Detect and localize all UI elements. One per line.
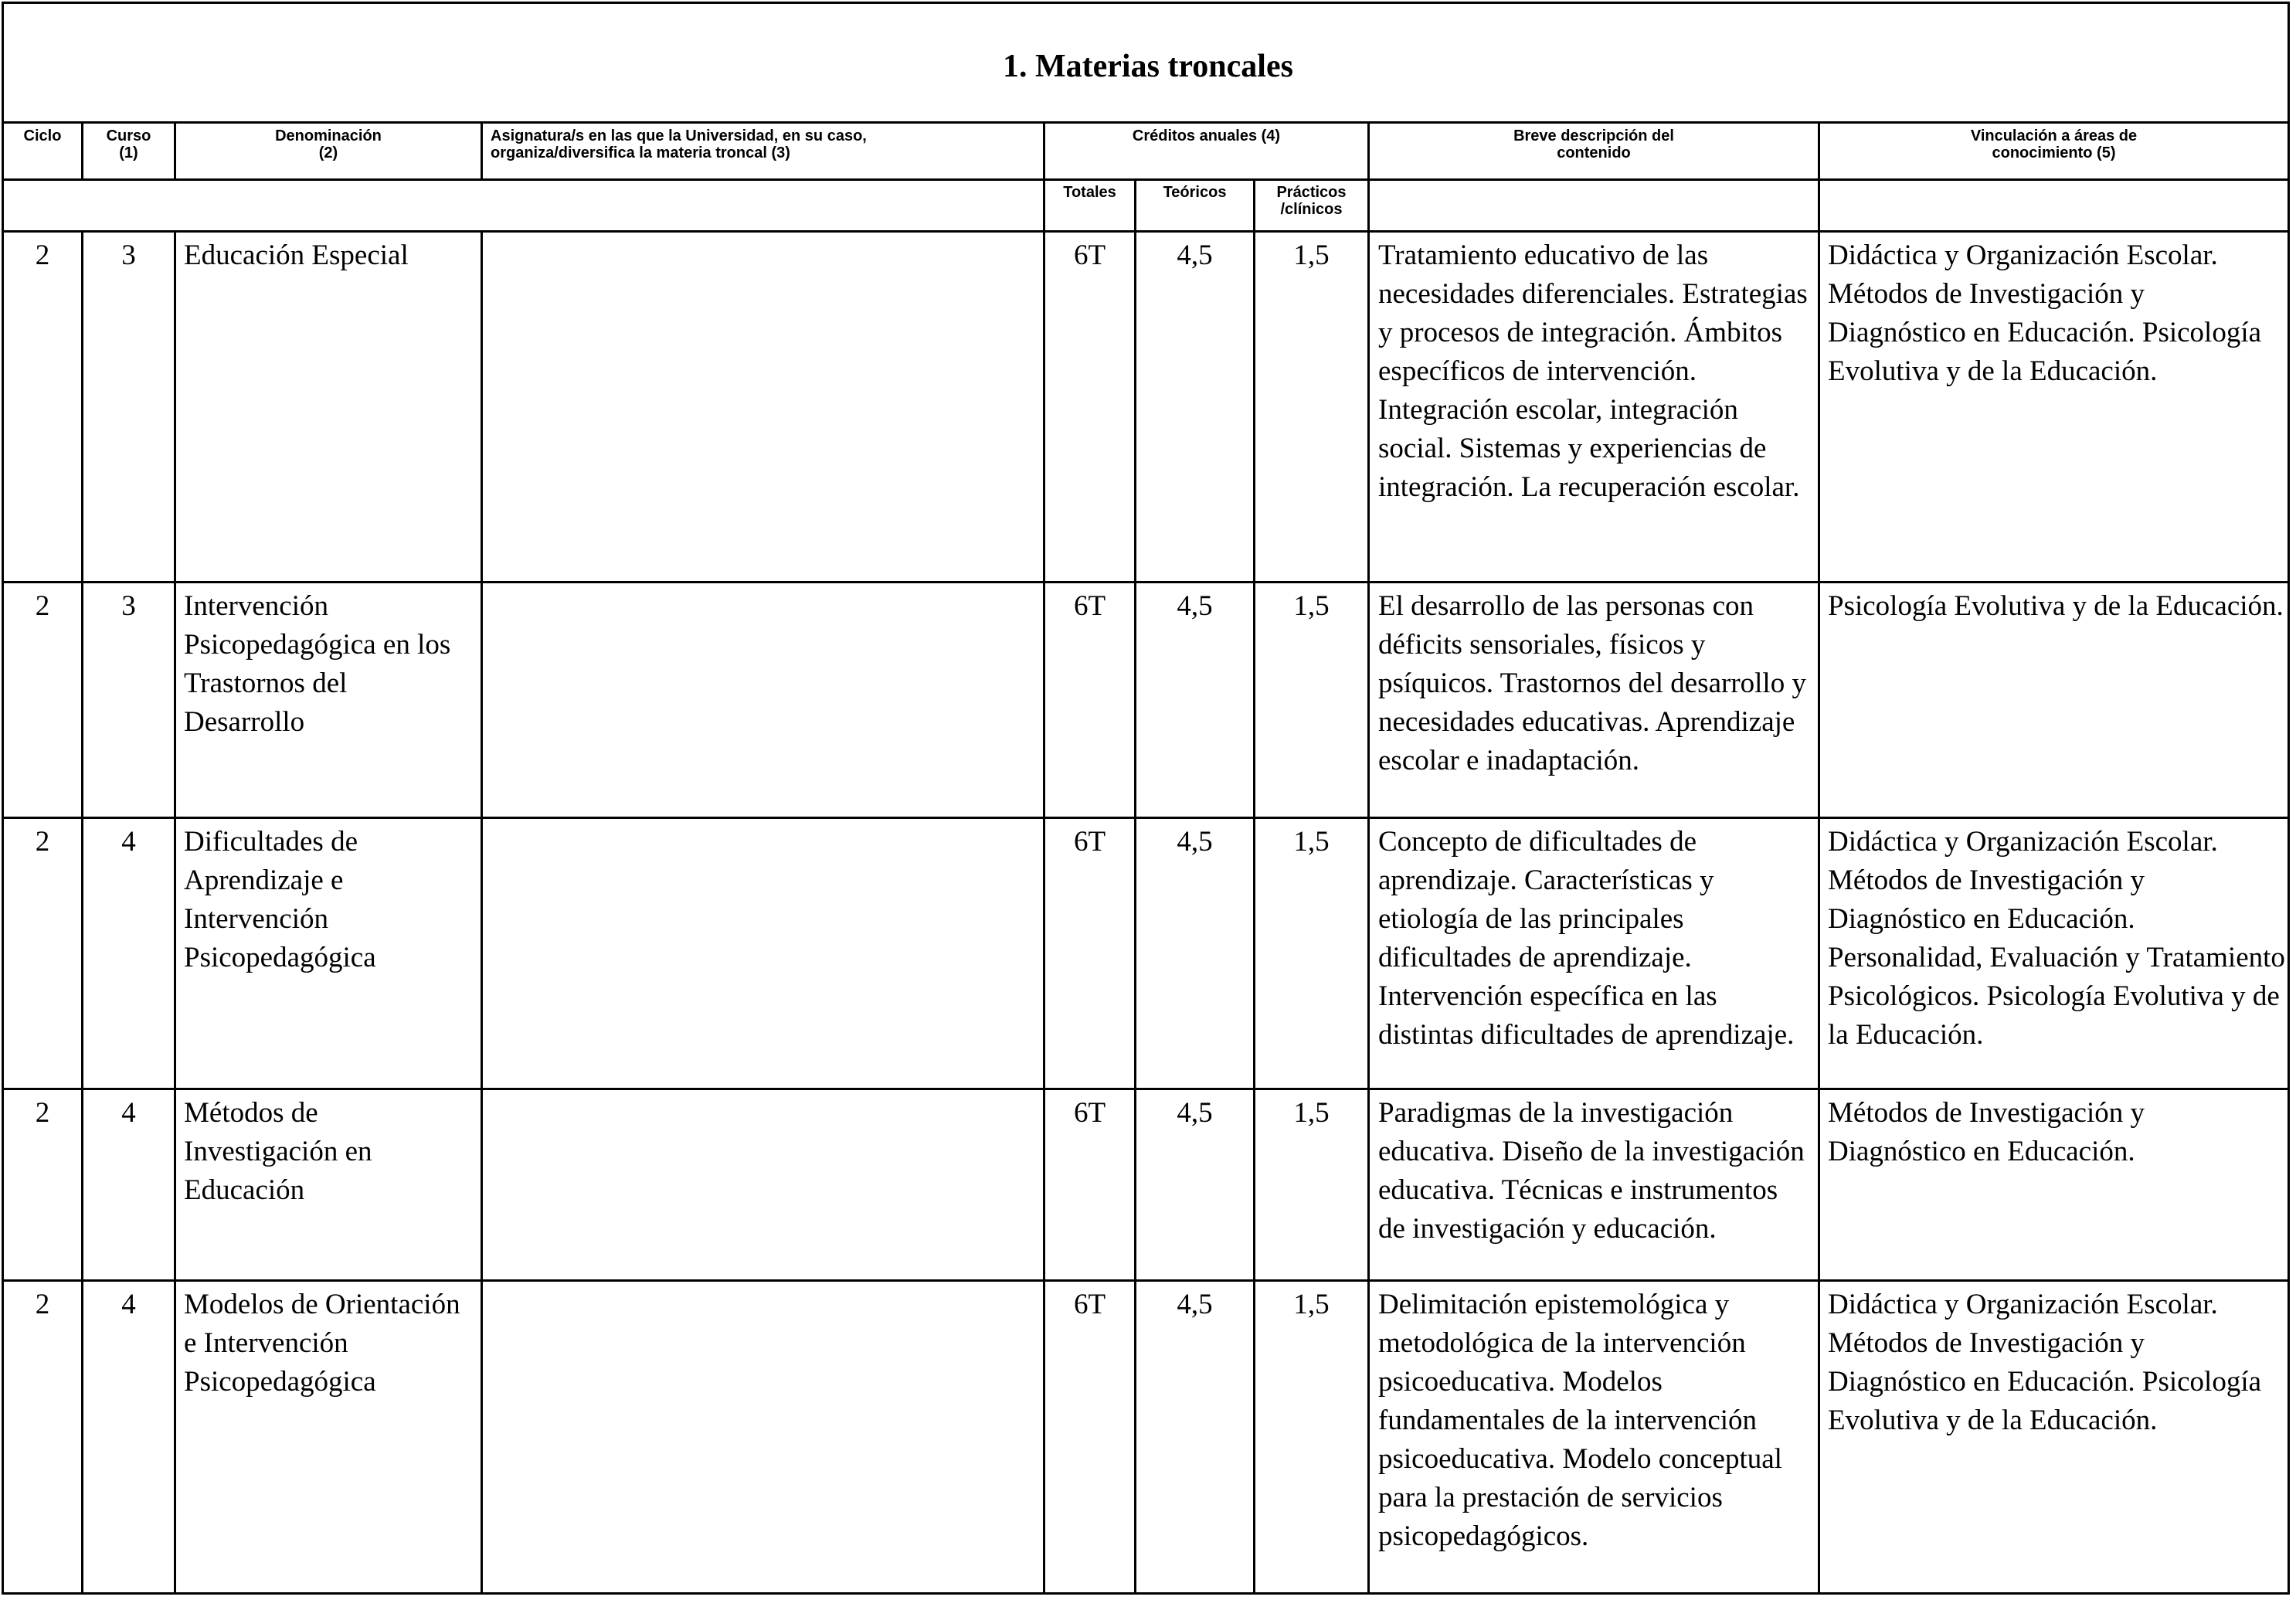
row-4-curso: 4 [121,1097,136,1129]
col-line-denominacion [481,230,483,1595]
page-title: 1. Materias troncales [1003,49,1293,84]
header-vinculacion-line2: conocimiento (5) [1992,144,2116,161]
header-asignatura [491,127,1039,161]
row-5-teoricos: 4,5 [1177,1289,1213,1320]
row-2-totales: 6T [1073,590,1106,622]
row-3-ciclo: 2 [35,826,50,858]
row-3-teoricos: 4,5 [1177,826,1213,858]
row-5-ciclo: 2 [35,1289,50,1320]
header-totales: Totales [1063,184,1116,201]
row-3-descripcion: Concepto de dificultades de aprendizaje. Características y etiología de las principales dificultades de aprendizaje. Intervención específica en las distintas dificultades de aprendizaje. [1378,826,1795,1051]
header-descripcion [1370,127,1818,161]
row-1-descripcion: Tratamiento educativo de las necesidades diferenciales. Estrategias y procesos de integración. Ámbitos específicos de intervención. Integración escolar, integración social. Sistemas y experiencias de integración. La recuperación escolar. [1378,239,1808,503]
row-1-ciclo: 2 [35,239,50,271]
header-teoricos: Teóricos [1163,184,1227,201]
row-2-ciclo: 2 [35,590,50,622]
col-line-ciclo [81,230,83,1595]
row-1-denominacion: Educación Especial [184,239,409,271]
row-1-vinculacion: Didáctica y Organización Escolar. Métodos de Investigación y Diagnóstico en Educación. Psicología Evolutiva y de la Educación. [1828,239,2262,387]
col-line-descripcion [1818,121,1820,1595]
header-asignatura-line1: Asignatura/s en las que la Universidad, en su caso, [491,127,867,144]
header-denominacion [176,127,481,161]
header-denominacion-note: (2) [318,144,338,161]
row-separator-1 [2,581,2290,583]
row-5-curso: 4 [121,1289,136,1320]
row-3-totales: 6T [1073,826,1106,858]
row-4-descripcion: Paradigmas de la investigación educativa. Diseño de la investigación educativa. Técnicas e instrumentos de investigación y educación. [1378,1097,1805,1245]
row-2-descripcion: El desarrollo de las personas con déficits sensoriales, físicos y psíquicos. Trastornos del desarrollo y necesidades educativas. Aprendizaje escolar e inadaptación. [1378,590,1806,776]
header-vinculacion [1820,127,2288,161]
header-descripcion-line2: contenido [1557,144,1631,161]
row-4-teoricos: 4,5 [1177,1097,1213,1129]
header-curso [83,127,174,161]
header-curso-label: Curso [106,127,151,144]
credits-subheader-line [1043,178,1367,181]
row-4-denominacion: Métodos de Investigación en Educación [184,1097,372,1206]
col-line-totales [1134,178,1136,1595]
row-4-practicos: 1,5 [1293,1097,1330,1129]
col-line-practicos [1367,121,1370,1595]
col-line-curso [174,230,176,1595]
row-4-totales: 6T [1073,1097,1106,1129]
row-1-totales: 6T [1073,239,1106,271]
col-line-teoricos [1253,178,1255,1595]
row-1-curso: 3 [121,239,136,271]
header-denominacion-label: Denominación [275,127,382,144]
header-top-line [2,121,2290,124]
row-4-vinculacion: Métodos de Investigación y Diagnóstico en Educación. [1828,1097,2145,1167]
header-asignatura-line2: organiza/diversifica la materia troncal (3) [491,144,790,161]
header-bottom-line [2,230,2290,233]
row-3-vinculacion: Didáctica y Organización Escolar. Métodos de Investigación y Diagnóstico en Educación. Personalidad, Evaluación y Tratamiento Psicológicos. Psicología Evolutiva y de la Educación. [1828,826,2285,1051]
row-3-denominacion: Dificultades de Aprendizaje e Intervención Psicopedagógica [184,826,376,973]
row-separator-2 [2,817,2290,819]
header-ciclo: Ciclo [23,127,62,144]
header-practicos-line1: Prácticos [1276,184,1347,201]
row-separator-3 [2,1088,2290,1090]
row-separator-4 [2,1279,2290,1282]
header-curso-note: (1) [119,144,138,161]
row-3-curso: 4 [121,826,136,858]
row-2-denominacion: Intervención Psicopedagógica en los Trastornos del Desarrollo [184,590,451,738]
row-5-practicos: 1,5 [1293,1289,1330,1320]
row-3-practicos: 1,5 [1293,826,1330,858]
row-1-practicos: 1,5 [1293,239,1330,271]
header-vinculacion-line1: Vinculación a áreas de [1970,127,2138,144]
header-descripcion-line1: Breve descripción del [1513,127,1674,144]
row-1-teoricos: 4,5 [1177,239,1213,271]
header-practicos-line2: /clínicos [1280,201,1343,218]
row-2-vinculacion: Psicología Evolutiva y de la Educación. [1828,590,2284,622]
row-5-descripcion: Delimitación epistemológica y metodológica de la intervención psicoeducativa. Modelos fundamentales de la intervención psicoeducativa. Modelo conceptual para la prestación de servicios psicopedagógicos. [1378,1289,1782,1552]
row-4-ciclo: 2 [35,1097,50,1129]
header-creditos: Créditos anuales (4) [1132,127,1281,144]
row-2-teoricos: 4,5 [1177,590,1213,622]
row-2-curso: 3 [121,590,136,622]
col-line-denom-header [481,121,483,181]
row-5-vinculacion: Didáctica y Organización Escolar. Métodos de Investigación y Diagnóstico en Educación. Psicología Evolutiva y de la Educación. [1828,1289,2262,1436]
row-5-totales: 6T [1073,1289,1106,1320]
row-2-practicos: 1,5 [1293,590,1330,622]
row-5-denominacion: Modelos de Orientación e Intervención Psicopedagógica [184,1289,460,1398]
header-practicos [1255,184,1367,218]
